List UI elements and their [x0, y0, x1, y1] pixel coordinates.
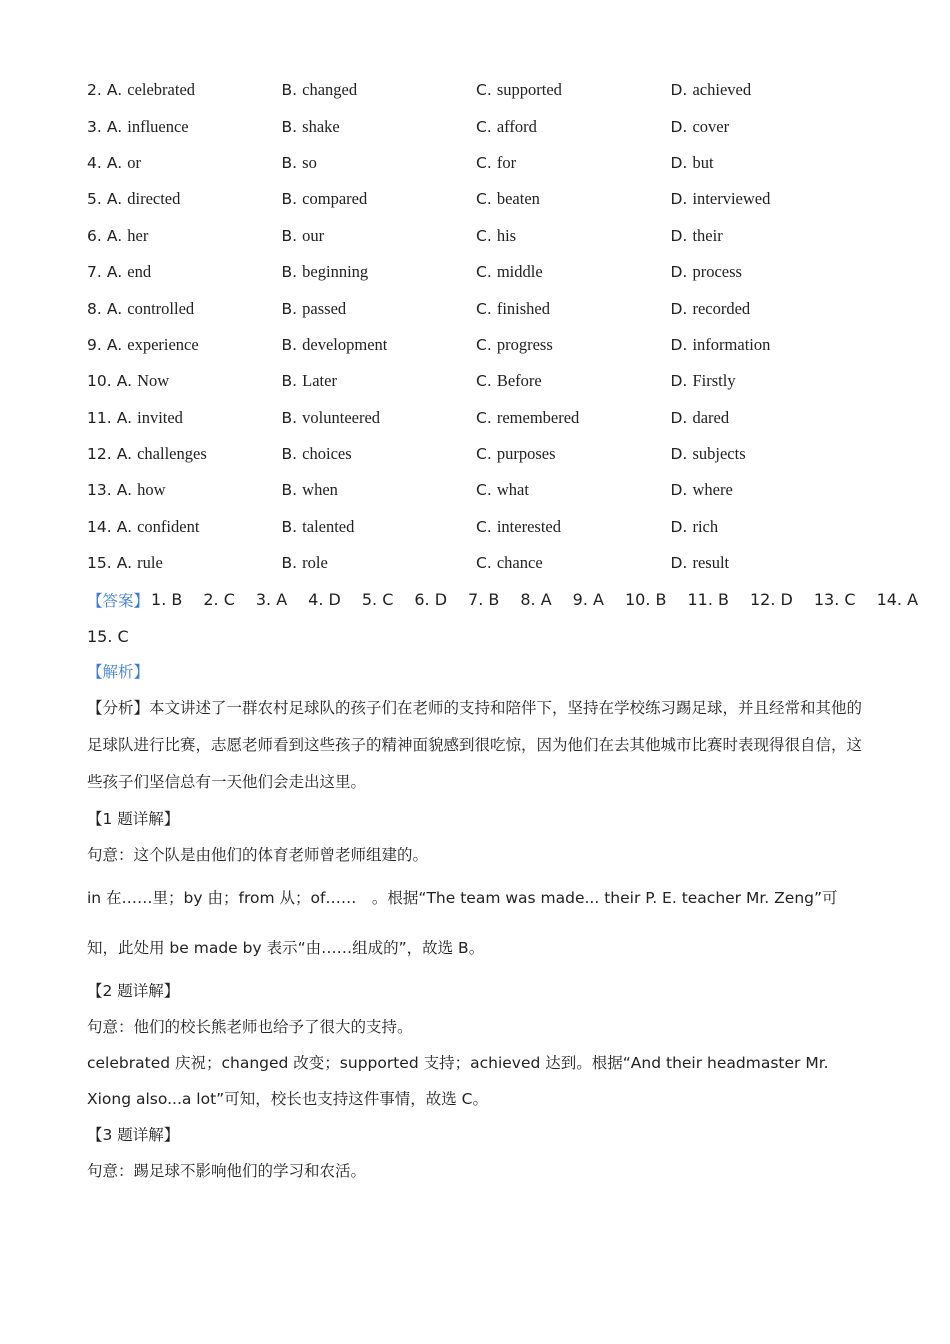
- option-word: interested: [496, 516, 561, 536]
- option-word: Firstly: [692, 371, 736, 391]
- option-c: [476, 408, 671, 428]
- option-word: afford: [496, 116, 537, 136]
- q1-explain-1: in 在……里；by 由；from 从；of…… 。根据“The team was made... their P. E. teacher Mr. Zeng”可: [87, 889, 838, 908]
- option-a: [87, 299, 282, 319]
- option-letter: A.: [116, 445, 133, 464]
- question-number: 15.: [87, 554, 112, 573]
- option-word: what: [496, 480, 529, 500]
- option-word: controlled: [127, 298, 195, 318]
- option-word: experience: [127, 334, 199, 354]
- option-c: [476, 299, 671, 319]
- option-word: her: [127, 225, 149, 245]
- option-word: compared: [302, 189, 368, 209]
- option-word: shake: [302, 116, 340, 136]
- option-letter: B.: [281, 372, 298, 391]
- answer-item: 1. B: [151, 590, 183, 610]
- answer-line-2: [87, 618, 877, 654]
- option-b: [282, 335, 477, 355]
- option-word: purposes: [496, 444, 556, 464]
- option-row: [87, 72, 877, 108]
- option-row: [87, 327, 877, 363]
- option-word: role: [302, 553, 328, 573]
- option-word: beginning: [302, 262, 369, 282]
- option-b: [282, 408, 477, 428]
- option-word: end: [127, 262, 152, 282]
- option-letter: C.: [476, 81, 492, 100]
- option-b: [282, 80, 477, 100]
- option-b: [282, 517, 477, 537]
- option-letter: B.: [281, 408, 298, 427]
- option-row: [87, 436, 877, 472]
- option-d: [671, 480, 866, 500]
- option-row: [87, 545, 877, 581]
- option-c: [476, 189, 671, 209]
- option-letter: B.: [281, 190, 298, 209]
- analysis-tag: 【解析】: [87, 663, 150, 682]
- option-letter: D.: [670, 554, 688, 573]
- option-word: how: [137, 480, 166, 500]
- answer-item: 3. A: [255, 590, 288, 610]
- option-row: [87, 400, 877, 436]
- option-a: [87, 517, 282, 537]
- option-word: changed: [302, 80, 358, 100]
- option-word: supported: [496, 80, 562, 100]
- option-row: [87, 181, 877, 217]
- option-d: [671, 335, 866, 355]
- option-word: so: [302, 152, 317, 172]
- option-row: [87, 108, 877, 144]
- question-number: 5.: [87, 190, 102, 209]
- option-letter: A.: [106, 335, 123, 354]
- option-b: [282, 444, 477, 464]
- question-number: 10.: [87, 372, 112, 391]
- question-number: 8.: [87, 299, 102, 318]
- option-a: [87, 262, 282, 282]
- option-word: cover: [692, 116, 730, 136]
- option-letter: B.: [281, 554, 298, 573]
- option-word: but: [692, 152, 714, 172]
- option-letter: D.: [670, 81, 688, 100]
- option-a: [87, 189, 282, 209]
- option-word: information: [692, 334, 771, 354]
- option-letter: C.: [476, 153, 492, 172]
- option-d: [671, 553, 866, 573]
- option-d: [671, 517, 866, 537]
- option-a: [87, 480, 282, 500]
- option-word: or: [127, 152, 141, 172]
- option-letter: A.: [106, 153, 123, 172]
- option-word: directed: [127, 189, 181, 209]
- option-word: beaten: [496, 189, 540, 209]
- option-letter: C.: [476, 263, 492, 282]
- option-letter: A.: [106, 81, 123, 100]
- option-word: talented: [302, 516, 355, 536]
- q1-sentence: 句意：这个队是由他们的体育老师曾老师组建的。: [87, 846, 429, 865]
- option-c: [476, 335, 671, 355]
- option-d: [671, 189, 866, 209]
- option-letter: C.: [476, 335, 492, 354]
- option-word: where: [692, 480, 733, 500]
- option-word: when: [302, 480, 338, 500]
- question-number: 11.: [87, 408, 112, 427]
- question-number: 12.: [87, 445, 112, 464]
- q1-heading: 【1 题详解】: [87, 810, 180, 829]
- answer-item: 7. B: [468, 590, 500, 610]
- option-letter: A.: [116, 408, 133, 427]
- answer-last: 15. C: [87, 626, 129, 646]
- question-number: 4.: [87, 153, 102, 172]
- answer-line: [87, 581, 919, 617]
- option-b: [282, 262, 477, 282]
- option-d: [671, 117, 866, 137]
- option-letter: D.: [670, 481, 688, 500]
- option-word: challenges: [137, 444, 207, 464]
- option-letter: B.: [281, 517, 298, 536]
- option-b: [282, 480, 477, 500]
- option-letter: C.: [476, 481, 492, 500]
- option-word: rich: [692, 516, 719, 536]
- option-row: [87, 509, 877, 545]
- option-word: celebrated: [127, 80, 196, 100]
- option-letter: C.: [476, 299, 492, 318]
- option-letter: C.: [476, 372, 492, 391]
- q2-heading: 【2 题详解】: [87, 982, 180, 1001]
- option-d: [671, 80, 866, 100]
- option-word: finished: [496, 298, 551, 318]
- option-b: [282, 226, 477, 246]
- answer-item: 2. C: [203, 590, 235, 610]
- option-c: [476, 226, 671, 246]
- option-a: [87, 117, 282, 137]
- q3-heading: 【3 题详解】: [87, 1126, 180, 1145]
- option-b: [282, 299, 477, 319]
- option-row: [87, 218, 877, 254]
- option-c: [476, 80, 671, 100]
- option-letter: A.: [106, 263, 123, 282]
- option-word: rule: [137, 553, 163, 573]
- option-letter: A.: [116, 481, 133, 500]
- option-letter: D.: [670, 517, 688, 536]
- option-row: [87, 472, 877, 508]
- option-d: [671, 408, 866, 428]
- option-letter: D.: [670, 153, 688, 172]
- option-letter: D.: [670, 372, 688, 391]
- option-word: confident: [137, 516, 200, 536]
- question-number: 13.: [87, 481, 112, 500]
- option-c: [476, 553, 671, 573]
- option-b: [282, 189, 477, 209]
- option-row: [87, 290, 877, 326]
- option-d: [671, 444, 866, 464]
- answer-item: 4. D: [308, 590, 341, 610]
- option-word: chance: [496, 553, 543, 573]
- question-number: 14.: [87, 517, 112, 536]
- option-letter: B.: [281, 226, 298, 245]
- option-letter: D.: [670, 445, 688, 464]
- option-a: [87, 335, 282, 355]
- option-letter: D.: [670, 117, 688, 136]
- question-number: 6.: [87, 226, 102, 245]
- option-d: [671, 226, 866, 246]
- option-d: [671, 262, 866, 282]
- option-b: [282, 153, 477, 173]
- option-word: choices: [302, 444, 352, 464]
- option-letter: B.: [281, 299, 298, 318]
- option-word: influence: [127, 116, 189, 136]
- option-d: [671, 299, 866, 319]
- answer-item: 14. A: [876, 590, 919, 610]
- option-letter: D.: [670, 408, 688, 427]
- option-a: [87, 553, 282, 573]
- option-letter: C.: [476, 445, 492, 464]
- q2-explain-1: celebrated 庆祝；changed 改变；supported 支持；achieved 达到。根据“And their headmaster Mr.: [87, 1054, 829, 1073]
- option-word: Before: [496, 371, 542, 391]
- option-letter: B.: [281, 81, 298, 100]
- q1-explain-2: 知，此处用 be made by 表示“由……组成的”，故选 B。: [87, 939, 485, 958]
- option-b: [282, 553, 477, 573]
- option-word: their: [692, 225, 723, 245]
- option-c: [476, 153, 671, 173]
- answer-item: 12. D: [750, 590, 793, 610]
- answer-item: 6. D: [414, 590, 448, 610]
- option-letter: D.: [670, 226, 688, 245]
- option-c: [476, 262, 671, 282]
- q3-sentence: 句意：踢足球不影响他们的学习和农活。: [87, 1162, 367, 1181]
- option-word: interviewed: [692, 189, 771, 209]
- question-number: 9.: [87, 335, 102, 354]
- option-letter: B.: [281, 445, 298, 464]
- option-letter: A.: [106, 299, 123, 318]
- option-letter: B.: [281, 335, 298, 354]
- option-d: [671, 153, 866, 173]
- answer-tag: 【答案】: [87, 591, 150, 610]
- question-number: 3.: [87, 117, 102, 136]
- option-letter: A.: [116, 517, 133, 536]
- option-word: our: [302, 225, 325, 245]
- option-word: progress: [496, 334, 553, 354]
- option-a: [87, 80, 282, 100]
- analysis-summary: 【分析】本文讲述了一群农村足球队的孩子们在老师的支持和陪伴下，坚持在学校练习踢足球，并且经常和其他的足球队进行比赛，志愿老师看到这些孩子的精神面貌感到很吃惊，因为他们在去其他城市比赛时表现得很自信，这些孩子们坚信总有一天他们会走出这里。: [87, 699, 863, 792]
- answer-item: 13. C: [813, 590, 856, 610]
- option-letter: B.: [281, 263, 298, 282]
- option-letter: D.: [670, 263, 688, 282]
- option-letter: A.: [106, 226, 123, 245]
- option-word: recorded: [692, 298, 751, 318]
- option-c: [476, 371, 671, 391]
- option-letter: B.: [281, 153, 298, 172]
- option-letter: B.: [281, 117, 298, 136]
- answer-items: [151, 590, 939, 609]
- option-word: his: [496, 225, 517, 245]
- option-b: [282, 371, 477, 391]
- option-letter: C.: [476, 554, 492, 573]
- option-letter: D.: [670, 335, 688, 354]
- q2-sentence: 句意：他们的校长熊老师也给予了很大的支持。: [87, 1018, 413, 1037]
- option-word: process: [692, 262, 742, 282]
- option-a: [87, 444, 282, 464]
- option-c: [476, 444, 671, 464]
- option-word: middle: [496, 262, 543, 282]
- answer-item: 11. B: [687, 590, 729, 610]
- answer-item: 8. A: [520, 590, 552, 610]
- option-a: [87, 153, 282, 173]
- option-word: passed: [302, 298, 347, 318]
- option-a: [87, 226, 282, 246]
- option-word: volunteered: [302, 407, 381, 427]
- options-table: [87, 72, 877, 581]
- option-letter: C.: [476, 517, 492, 536]
- option-word: invited: [137, 407, 183, 427]
- option-letter: C.: [476, 190, 492, 209]
- option-a: [87, 371, 282, 391]
- option-letter: D.: [670, 190, 688, 209]
- answer-item: 10. B: [624, 590, 667, 610]
- option-letter: C.: [476, 408, 492, 427]
- question-number: 2.: [87, 81, 102, 100]
- option-letter: C.: [476, 226, 492, 245]
- option-c: [476, 117, 671, 137]
- option-c: [476, 480, 671, 500]
- answer-item: 5. C: [361, 590, 394, 610]
- option-word: Later: [302, 371, 337, 391]
- question-number: 7.: [87, 263, 102, 282]
- option-word: result: [692, 553, 730, 573]
- option-word: development: [302, 334, 388, 354]
- option-letter: C.: [476, 117, 492, 136]
- option-b: [282, 117, 477, 137]
- option-word: achieved: [692, 80, 752, 100]
- option-letter: A.: [106, 117, 123, 136]
- option-letter: A.: [116, 554, 133, 573]
- document-page: [87, 72, 919, 1189]
- option-letter: D.: [670, 299, 688, 318]
- option-word: Now: [137, 371, 170, 391]
- option-a: [87, 408, 282, 428]
- option-row: [87, 363, 877, 399]
- option-word: subjects: [692, 444, 746, 464]
- option-word: for: [496, 152, 517, 172]
- option-letter: B.: [281, 481, 298, 500]
- q2-explain-2: Xiong also...a lot”可知，校长也支持这件事情，故选 C。: [87, 1090, 488, 1109]
- option-word: remembered: [496, 407, 580, 427]
- option-letter: A.: [106, 190, 123, 209]
- option-c: [476, 517, 671, 537]
- option-row: [87, 254, 877, 290]
- answer-item: 9. A: [572, 590, 604, 610]
- option-row: [87, 145, 877, 181]
- option-word: dared: [692, 407, 730, 427]
- option-d: [671, 371, 866, 391]
- option-letter: A.: [116, 372, 133, 391]
